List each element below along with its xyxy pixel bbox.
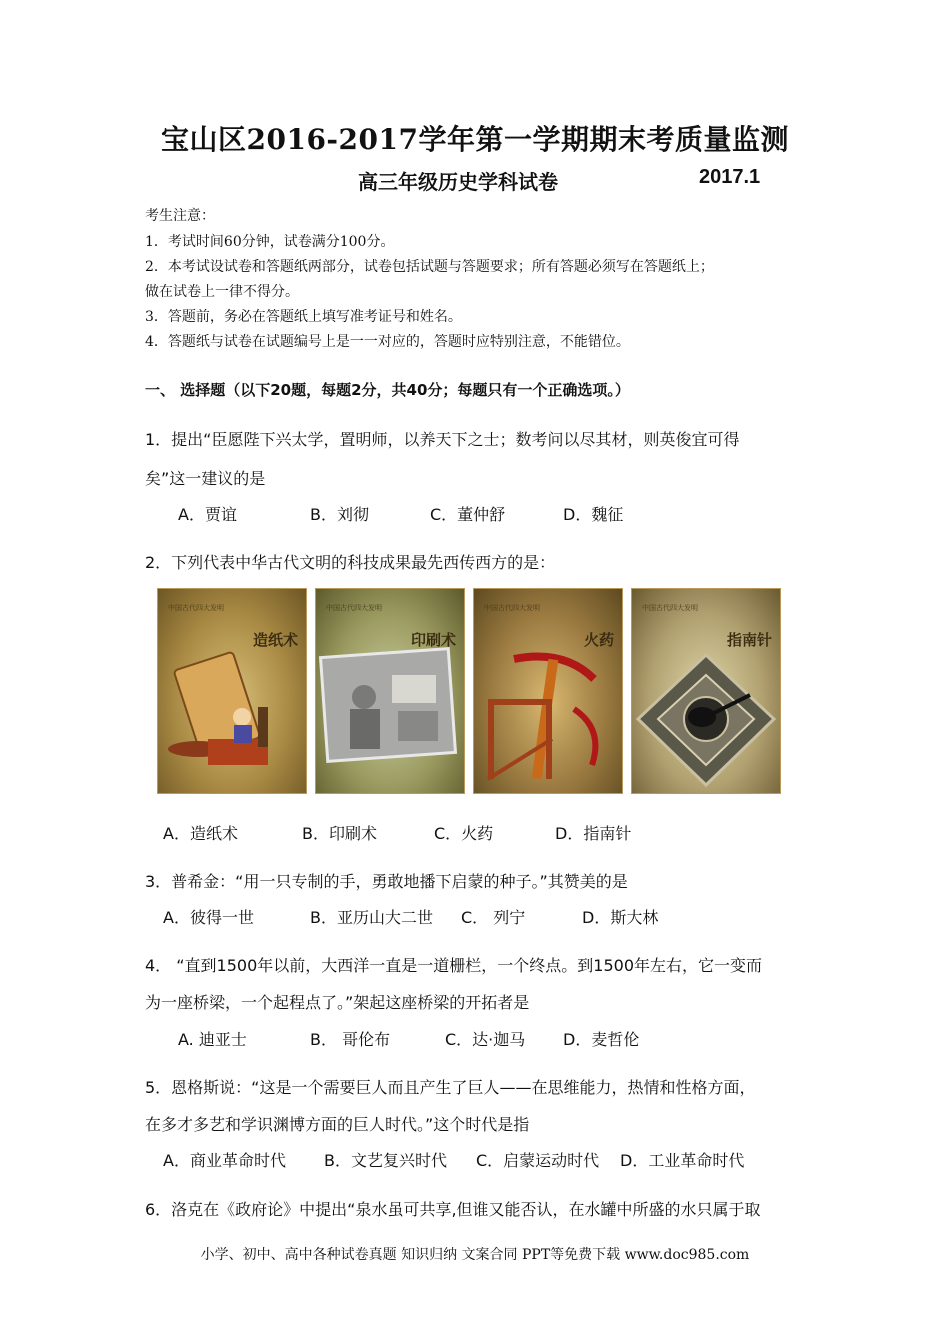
section-heading: 一、 选择题（以下20题，每题2分，共40分；每题只有一个正确选项。）: [145, 381, 630, 399]
footer-text: 小学、初中、高中各种试卷真题 知识归纳 文案合同 PPT等免费下载 www.doc985.com: [200, 1247, 750, 1263]
question-6-line1: 6．洛克在《政府论》中提出“泉水虽可共享,但谁又能否认，在水罐中所盛的水只属于取: [145, 1200, 761, 1219]
rocket-icon: [474, 589, 622, 793]
exam-title: 宝山区2016-2017学年第一学期期末考质量监测: [161, 123, 789, 156]
q5-option-b: B．文艺复兴时代: [324, 1151, 447, 1170]
q1-option-b: B．刘彻: [310, 505, 369, 524]
question-1-line1: 1．提出“臣愿陛下兴太学，置明师，以养天下之士；数考问以尽其材，则英俊宜可得: [145, 430, 740, 449]
notice-item: 4．答题纸与试卷在试题编号上是一一对应的，答题时应特别注意，不能错位。: [145, 334, 630, 350]
compass-spoon-illustration: [631, 588, 781, 794]
printing-relief-illustration: [315, 588, 465, 794]
compass-icon: [632, 589, 780, 793]
q3-option-a: A．彼得一世: [163, 908, 254, 927]
card-head: 中国古代四大发明: [642, 604, 698, 612]
question-5-line1: 5．恩格斯说：“这是一个需要巨人而且产生了巨人——在思维能力，热情和性格方面，: [145, 1078, 756, 1097]
q5-option-a: A．商业革命时代: [163, 1151, 286, 1170]
paper-scroll-illustration: [157, 588, 307, 794]
q1-option-a: A．贾谊: [178, 505, 237, 524]
q2-option-d: D．指南针: [555, 824, 632, 843]
notice-heading: 考生注意：: [145, 208, 215, 224]
question-5-line2: 在多才多艺和学识渊博方面的巨人时代。”这个时代是指: [145, 1115, 530, 1134]
card-label: 造纸术: [252, 631, 298, 649]
q2-option-c: C．火药: [434, 824, 494, 843]
notice-item: 1．考试时间60分钟，试卷满分100分。: [145, 234, 395, 250]
printing-icon: [316, 589, 464, 793]
card-head: 中国古代四大发明: [484, 604, 540, 612]
gunpowder-rocket-illustration: [473, 588, 623, 794]
card-head: 中国古代四大发明: [168, 604, 224, 612]
card-label: 印刷术: [410, 631, 456, 649]
notice-item: 做在试卷上一律不得分。: [145, 284, 299, 300]
question-4-line2: 为一座桥梁，一个起程点了。”架起这座桥梁的开拓者是: [145, 993, 530, 1012]
notice-item: 3．答题前，务必在答题纸上填写准考证号和姓名。: [145, 309, 462, 325]
question-3-line1: 3．普希金：“用一只专制的手，勇敢地播下启蒙的种子。”其赞美的是: [145, 872, 628, 891]
q1-option-d: D．魏征: [563, 505, 624, 524]
card-label: 火药: [583, 631, 614, 649]
q5-option-d: D．工业革命时代: [620, 1151, 745, 1170]
q1-option-c: C．董仲舒: [430, 505, 506, 524]
exam-date: 2017.1: [699, 166, 761, 188]
q2-option-a: A．造纸术: [163, 824, 238, 843]
q3-option-c: C． 列宁: [461, 908, 526, 927]
q4-option-b: B． 哥伦布: [310, 1030, 391, 1049]
q2-option-b: B．印刷术: [302, 824, 377, 843]
q4-option-d: D．麦哲伦: [563, 1030, 640, 1049]
q4-option-c: C．达·迦马: [445, 1030, 526, 1049]
q4-option-a: A. 迪亚士: [178, 1030, 247, 1049]
inventions-image-strip: [145, 582, 791, 798]
scroll-icon: [158, 589, 306, 793]
question-2-line1: 2．下列代表中华古代文明的科技成果最先西传西方的是：: [145, 553, 556, 572]
card-label: 指南针: [726, 631, 772, 649]
notice-item: 2．本考试设试卷和答题纸两部分，试卷包括试题与答题要求；所有答题必须写在答题纸上；: [145, 259, 714, 275]
q3-option-b: B．亚历山大二世: [310, 908, 433, 927]
exam-subtitle: 高三年级历史学科试卷: [358, 170, 558, 194]
q5-option-c: C．启蒙运动时代: [476, 1151, 600, 1170]
q3-option-d: D．斯大林: [582, 908, 659, 927]
question-4-line1: 4． “直到1500年以前，大西洋一直是一道栅栏，一个终点。到1500年左右，它一变而: [145, 956, 762, 975]
card-head: 中国古代四大发明: [326, 604, 382, 612]
question-1-line2: 矣”这一建议的是: [145, 469, 266, 488]
